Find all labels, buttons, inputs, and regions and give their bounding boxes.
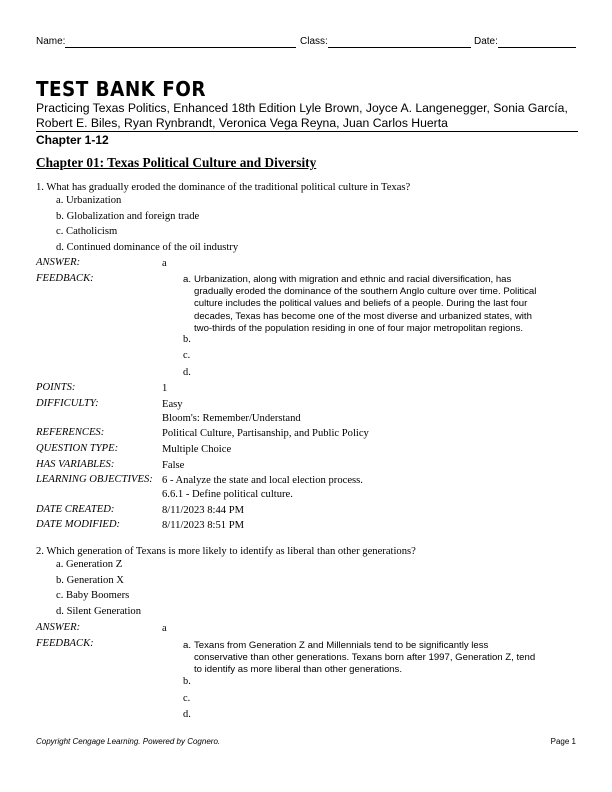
class-label: Class: <box>300 36 328 47</box>
question-2-stem: 2. Which generation of Texans is more likely to identify as liberal than other generations? <box>36 546 416 557</box>
name-label: Name: <box>36 36 66 47</box>
difficulty-level: Easy <box>162 399 183 410</box>
page-number: Page 1 <box>550 737 576 746</box>
date-created-label: DATE CREATED: <box>36 504 115 515</box>
question-type-value: Multiple Choice <box>162 444 232 455</box>
option-d: d. Continued dominance of the oil industry <box>56 241 239 253</box>
question-2-options <box>56 559 141 621</box>
feedback-b: b. <box>183 334 191 345</box>
references-label: REFERENCES: <box>36 427 105 438</box>
points-label: POINTS: <box>36 382 76 393</box>
has-variables-label: HAS VARIABLES: <box>36 459 115 470</box>
feedback-label: FEEDBACK: <box>36 638 94 649</box>
difficulty-value <box>162 398 301 425</box>
option-a: a. Urbanization <box>56 195 122 206</box>
option-c: c. Baby Boomers <box>56 590 130 601</box>
name-line <box>65 47 296 48</box>
feedback-label: FEEDBACK: <box>36 273 94 284</box>
class-line <box>328 47 471 48</box>
chapter-title: Chapter 01: Texas Political Culture and Diversity <box>36 155 317 170</box>
answer-label: ANSWER: <box>36 622 81 633</box>
feedback-b: b. <box>183 676 191 687</box>
points-value: 1 <box>162 383 168 394</box>
feedback-a-label: a. <box>183 640 192 651</box>
blooms-level: Bloom's: Remember/Understand <box>162 412 301 424</box>
option-b: b. Generation X <box>56 574 124 586</box>
date-label: Date: <box>474 36 498 47</box>
feedback-c: c. <box>183 350 191 361</box>
difficulty-label: DIFFICULTY: <box>36 398 99 409</box>
answer-label: ANSWER: <box>36 257 81 268</box>
feedback-a-label: a. <box>183 274 192 285</box>
answer-value: a <box>162 258 167 269</box>
feedback-d: d. <box>183 367 191 378</box>
copyright-footer: Copyright Cengage Learning. Powered by Cognero. <box>36 737 221 746</box>
learning-objective-2: 6.6.1 - Define political culture. <box>162 488 293 500</box>
option-a: a. Generation Z <box>56 559 123 570</box>
question-1-stem: 1. What has gradually eroded the dominance of the traditional political culture in Texas? <box>36 182 411 193</box>
option-c: c. Catholicism <box>56 226 118 237</box>
feedback-a-text: Urbanization, along with migration and ethnic and racial diversification, has gradually eroded the dominance of the southern Anglo culture over time. Political culture includes the political values and beliefs of a people. During the last four decades, Texas has become one of the most diverse and urbanized states, with two-thirds of the population residing in one of four major metropolitan regions. <box>194 274 537 334</box>
learning-objectives-value <box>162 474 363 501</box>
option-b: b. Globalization and foreign trade <box>56 210 200 222</box>
option-d: d. Silent Generation <box>56 605 142 617</box>
chapter-range: Chapter 1-12 <box>36 133 109 147</box>
has-variables-value: False <box>162 460 185 471</box>
title-divider <box>36 131 578 132</box>
feedback-d: d. <box>183 709 191 720</box>
date-created-value: 8/11/2023 8:44 PM <box>162 505 245 516</box>
learning-objective-1: 6 - Analyze the state and local election process. <box>162 475 363 486</box>
feedback-c: c. <box>183 693 191 704</box>
header-fields <box>36 36 576 50</box>
references-value: Political Culture, Partisanship, and Public Policy <box>162 428 369 439</box>
date-modified-value: 8/11/2023 8:51 PM <box>162 520 245 531</box>
learning-objectives-label: LEARNING OBJECTIVES: <box>36 474 153 485</box>
feedback-a-text: Texans from Generation Z and Millennials tend to be significantly less conservative than other generations. Texans born after 1997, Generation Z, tend to identify as more liberal than other generations. <box>194 640 536 676</box>
date-line <box>498 47 576 48</box>
test-bank-title: TEST BANK FOR <box>36 77 207 101</box>
book-info: Practicing Texas Politics, Enhanced 18th Edition Lyle Brown, Joyce A. Langenegger, Sonia García, Robert E. Biles, Ryan Rynbrandt, Veronica Vega Reyna, Juan Carlos Huerta <box>36 101 568 130</box>
question-1-options <box>56 195 238 257</box>
date-modified-label: DATE MODIFIED: <box>36 519 121 530</box>
question-type-label: QUESTION TYPE: <box>36 443 119 454</box>
answer-value: a <box>162 623 167 634</box>
